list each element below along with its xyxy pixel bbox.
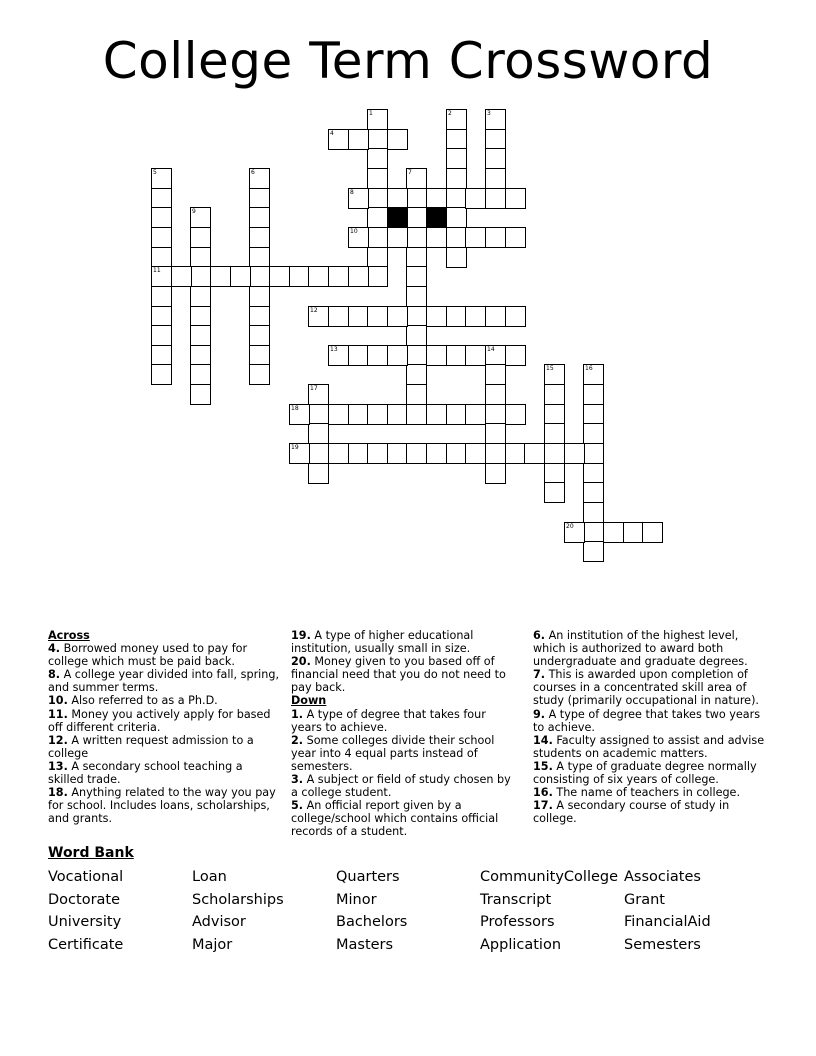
clue-number: 10. (48, 694, 68, 708)
crossword-cell[interactable] (151, 188, 172, 209)
crossword-cell[interactable] (485, 364, 506, 385)
clue-text: Faculty assigned to assist and advise students on academic matters. (533, 733, 765, 760)
clue-text: A type of degree that takes four years to achieve. (291, 707, 486, 734)
crossword-cell[interactable] (151, 227, 172, 248)
word-bank-heading: Word Bank (48, 845, 134, 861)
crossword-cell[interactable] (328, 266, 349, 287)
crossword-cell[interactable] (190, 306, 211, 327)
word-bank-item: Application (480, 936, 562, 953)
clue-text: Also referred to as a Ph.D. (67, 694, 218, 708)
word-bank-item: CommunityCollege (480, 869, 619, 885)
crossword-cell[interactable] (485, 148, 506, 169)
crossword-cell[interactable] (485, 109, 506, 130)
crossword-cell[interactable] (583, 364, 604, 385)
crossword-cell[interactable] (151, 325, 172, 346)
crossword-cell[interactable] (308, 384, 329, 405)
crossword-cell[interactable] (544, 463, 565, 484)
clue-text: Anything related to the way you pay for school. Includes loans, scholarships, and grants. (48, 786, 276, 826)
crossword-cell[interactable] (249, 207, 270, 228)
word-bank-item: Semesters (624, 936, 701, 953)
cell-number: 16 (585, 365, 593, 372)
crossword-cell[interactable] (367, 345, 388, 366)
crossword-cell[interactable] (485, 129, 506, 150)
clue-list-1 (48, 642, 280, 825)
page-title: College Term Crossword (102, 32, 714, 90)
clue-number: 3. (291, 773, 304, 787)
crossword-cell[interactable] (308, 423, 329, 444)
clue-text: The name of teachers in college. (552, 786, 740, 800)
clue (533, 629, 773, 668)
clue (48, 694, 280, 707)
cell-number: 18 (291, 405, 299, 412)
clue (533, 708, 773, 734)
crossword-cell[interactable] (406, 404, 427, 425)
crossword-cell[interactable] (210, 266, 231, 287)
word-bank-column-4 (480, 866, 618, 956)
crossword-cell[interactable] (544, 384, 565, 405)
crossword-cell[interactable] (249, 247, 270, 268)
word-bank-item: Professors (480, 914, 555, 931)
crossword-cell[interactable] (348, 345, 369, 366)
cell-number: 7 (408, 169, 412, 176)
crossword-cell[interactable] (387, 345, 408, 366)
crossword-black-cell (387, 207, 408, 228)
crossword-cell[interactable] (308, 266, 329, 287)
crossword-cell[interactable] (406, 443, 427, 464)
crossword-cell[interactable] (465, 404, 486, 425)
crossword-cell[interactable] (485, 188, 506, 209)
word-bank-item: Associates (624, 869, 701, 885)
cell-number: 15 (546, 365, 554, 372)
crossword-cell[interactable] (387, 188, 408, 209)
crossword-cell[interactable] (485, 306, 506, 327)
crossword-cell[interactable] (465, 227, 486, 248)
crossword-cell[interactable] (446, 306, 467, 327)
crossword-cell[interactable] (406, 364, 427, 385)
cell-number: 9 (192, 208, 196, 215)
crossword-cell[interactable] (367, 306, 388, 327)
crossword-cell[interactable] (151, 364, 172, 385)
word-bank-item: Certificate (48, 936, 124, 953)
crossword-cell[interactable] (249, 345, 270, 366)
cell-number: 12 (310, 307, 318, 314)
crossword-cell[interactable] (446, 129, 467, 150)
cell-number: 3 (487, 110, 491, 117)
clue-list-3 (533, 629, 773, 825)
crossword-cell[interactable] (426, 404, 447, 425)
crossword-cell[interactable] (485, 423, 506, 444)
clue (48, 708, 280, 734)
crossword-cell[interactable] (426, 443, 447, 464)
clue-column-3 (533, 629, 773, 825)
crossword-cell[interactable] (190, 345, 211, 366)
crossword-cell[interactable] (367, 168, 388, 189)
crossword-cell[interactable] (151, 168, 172, 189)
clue-number: 16. (533, 786, 553, 800)
crossword-cell[interactable] (190, 266, 211, 287)
crossword-cell[interactable] (249, 306, 270, 327)
crossword-cell[interactable] (485, 443, 506, 464)
crossword-cell[interactable] (367, 443, 388, 464)
crossword-black-cell (426, 207, 447, 228)
word-bank-column-3 (336, 866, 407, 956)
clue-text: Money you actively apply for based off different criteria. (48, 707, 271, 734)
crossword-cell[interactable] (289, 266, 310, 287)
clue-text: A subject or field of study chosen by a college student. (291, 773, 511, 800)
crossword-cell[interactable] (583, 482, 604, 503)
crossword-cell[interactable] (406, 325, 427, 346)
clue (291, 773, 517, 799)
clue-text: A type of graduate degree normally consisting of six years of college. (533, 759, 757, 787)
clue-text: A secondary course of study in college. (533, 799, 730, 826)
crossword-cell[interactable] (190, 286, 211, 307)
crossword-cell[interactable] (505, 345, 526, 366)
crossword-cell[interactable] (348, 227, 369, 248)
cell-number: 1 (369, 110, 373, 117)
crossword-cell[interactable] (249, 286, 270, 307)
cell-number: 17 (310, 385, 318, 392)
clue-list-2a (291, 629, 517, 694)
clue-text: A type of higher educational institution, usually small in size. (291, 629, 474, 656)
word-bank-item: Transcript (480, 891, 552, 908)
crossword-cell[interactable] (544, 364, 565, 385)
cell-number: 10 (350, 228, 358, 235)
crossword-cell[interactable] (583, 522, 604, 543)
crossword-cell[interactable] (249, 168, 270, 189)
cell-number: 19 (291, 444, 299, 451)
crossword-cell[interactable] (406, 384, 427, 405)
cell-number: 20 (566, 523, 574, 530)
crossword-cell[interactable] (190, 227, 211, 248)
clue-number: 18. (48, 786, 68, 800)
crossword-cell[interactable] (406, 266, 427, 287)
crossword-cell[interactable] (406, 227, 427, 248)
crossword-cell[interactable] (367, 404, 388, 425)
clue (291, 708, 517, 734)
clue-number: 1. (291, 707, 304, 721)
clue-column-1 (48, 629, 280, 825)
crossword-cell[interactable] (485, 404, 506, 425)
crossword-cell[interactable] (328, 443, 349, 464)
crossword-cell[interactable] (505, 443, 526, 464)
clue (48, 668, 280, 694)
crossword-cell[interactable] (328, 404, 349, 425)
crossword-cell[interactable] (583, 423, 604, 444)
clue-list-2b (291, 708, 517, 839)
clue-text: A written request admission to a college (48, 733, 254, 760)
clue (48, 786, 280, 825)
crossword-cell[interactable] (249, 266, 270, 287)
word-bank-column-1 (48, 866, 123, 956)
crossword-cell[interactable] (544, 443, 565, 464)
crossword-cell[interactable] (446, 247, 467, 268)
crossword-cell[interactable] (190, 325, 211, 346)
crossword-cell[interactable] (308, 306, 329, 327)
crossword-cell[interactable] (446, 207, 467, 228)
crossword-cell[interactable] (328, 345, 349, 366)
crossword-cell[interactable] (348, 129, 369, 150)
clue-text: Borrowed money used to pay for college which must be paid back. (48, 642, 248, 669)
crossword-cell[interactable] (348, 188, 369, 209)
crossword-cell[interactable] (190, 207, 211, 228)
crossword-cell[interactable] (151, 207, 172, 228)
crossword-cell[interactable] (348, 404, 369, 425)
clue-number: 11. (48, 707, 68, 721)
crossword-cell[interactable] (308, 404, 329, 425)
crossword-cell[interactable] (426, 227, 447, 248)
word-bank-column-2 (192, 866, 284, 956)
crossword-cell[interactable] (465, 345, 486, 366)
crossword-cell[interactable] (524, 443, 545, 464)
crossword-cell[interactable] (485, 227, 506, 248)
crossword-cell[interactable] (230, 266, 251, 287)
crossword-cell[interactable] (406, 188, 427, 209)
crossword-cell[interactable] (249, 227, 270, 248)
clue (291, 655, 517, 694)
crossword-cell[interactable] (308, 463, 329, 484)
crossword-cell[interactable] (308, 443, 329, 464)
crossword-cell[interactable] (387, 404, 408, 425)
clue-number: 2. (291, 733, 304, 747)
crossword-cell[interactable] (406, 345, 427, 366)
clue-number: 8. (48, 668, 61, 682)
crossword-cell[interactable] (328, 306, 349, 327)
crossword-cell[interactable] (544, 404, 565, 425)
crossword-cell[interactable] (151, 247, 172, 268)
word-bank-item: Major (192, 936, 233, 953)
crossword-cell[interactable] (544, 423, 565, 444)
clue-number: 20. (291, 655, 311, 669)
crossword-cell[interactable] (190, 364, 211, 385)
crossword-cell[interactable] (367, 188, 388, 209)
crossword-cell[interactable] (446, 148, 467, 169)
clue-number: 13. (48, 759, 68, 773)
crossword-cell[interactable] (190, 384, 211, 405)
crossword-cell[interactable] (269, 266, 290, 287)
crossword-cell[interactable] (387, 227, 408, 248)
crossword-cell[interactable] (446, 227, 467, 248)
clue (291, 629, 517, 655)
crossword-cell[interactable] (348, 443, 369, 464)
clue-text: An institution of the highest level, which is authorized to award both undergraduate and graduate degrees. (533, 629, 748, 669)
crossword-cell[interactable] (465, 306, 486, 327)
down-heading: Down (291, 694, 327, 708)
crossword-cell[interactable] (583, 384, 604, 405)
crossword-cell[interactable] (583, 443, 604, 464)
cell-number: 14 (487, 346, 495, 353)
clue-number: 19. (291, 629, 311, 642)
crossword-cell[interactable] (446, 168, 467, 189)
crossword-cell[interactable] (505, 306, 526, 327)
word-bank-item: Quarters (336, 869, 400, 885)
crossword-cell[interactable] (387, 443, 408, 464)
cell-number: 2 (448, 110, 452, 117)
crossword-cell[interactable] (406, 286, 427, 307)
crossword-cell[interactable] (465, 443, 486, 464)
clue-text: A secondary school teaching a skilled trade. (48, 759, 243, 787)
crossword-cell[interactable] (348, 266, 369, 287)
crossword-cell[interactable] (564, 522, 585, 543)
crossword-cell[interactable] (603, 522, 624, 543)
crossword-cell[interactable] (485, 384, 506, 405)
clue-number: 7. (533, 668, 546, 682)
word-bank-item: Scholarships (192, 891, 284, 908)
clue-column-2 (291, 629, 517, 839)
crossword-cell[interactable] (583, 463, 604, 484)
crossword-cell[interactable] (544, 482, 565, 503)
word-bank-item: Minor (336, 891, 377, 908)
crossword-cell[interactable] (151, 266, 172, 287)
crossword-cell[interactable] (249, 364, 270, 385)
clue (291, 734, 517, 773)
clue (48, 734, 280, 760)
crossword-cell[interactable] (642, 522, 663, 543)
crossword-cell[interactable] (465, 188, 486, 209)
word-bank-column-5 (624, 866, 711, 956)
clue (533, 734, 773, 760)
crossword-cell[interactable] (564, 443, 585, 464)
crossword-cell[interactable] (289, 443, 310, 464)
clue-number: 6. (533, 629, 546, 642)
clue (533, 668, 773, 707)
cell-number: 11 (153, 267, 161, 274)
word-bank-item: Vocational (48, 869, 124, 885)
clue-number: 4. (48, 642, 61, 656)
crossword-cell[interactable] (426, 188, 447, 209)
clue-text: Money given to you based off of financial need that you do not need to pay back. (291, 655, 506, 695)
word-bank-item: Loan (192, 869, 227, 885)
word-bank-item: Bachelors (336, 914, 408, 931)
word-bank-item: University (48, 914, 122, 931)
crossword-cell[interactable] (367, 266, 388, 287)
clue-text: A type of degree that takes two years to achieve. (533, 707, 761, 734)
clue (533, 799, 773, 825)
crossword-cell[interactable] (151, 345, 172, 366)
crossword-cell[interactable] (583, 541, 604, 562)
crossword-cell[interactable] (446, 404, 467, 425)
crossword-cell[interactable] (387, 306, 408, 327)
word-bank-item: Advisor (192, 914, 246, 931)
crossword-cell[interactable] (583, 404, 604, 425)
crossword-cell[interactable] (623, 522, 644, 543)
crossword-cell[interactable] (151, 286, 172, 307)
word-bank-item: FinancialAid (624, 914, 711, 931)
cell-number: 13 (330, 346, 338, 353)
clue-text: This is awarded upon completion of courses in a concentrated skill area of study (primarily occupational in nature). (533, 668, 759, 708)
cell-number: 6 (251, 169, 255, 176)
crossword-cell[interactable] (190, 247, 211, 268)
across-heading: Across (48, 629, 90, 642)
crossword-cell[interactable] (387, 129, 408, 150)
crossword-cell[interactable] (249, 325, 270, 346)
crossword-cell[interactable] (426, 345, 447, 366)
crossword-cell[interactable] (406, 306, 427, 327)
crossword-cell[interactable] (485, 168, 506, 189)
crossword-cell[interactable] (446, 188, 467, 209)
clue (48, 642, 280, 668)
crossword-cell[interactable] (505, 227, 526, 248)
clue (48, 760, 280, 786)
word-bank-item: Masters (336, 936, 394, 953)
clue-number: 15. (533, 759, 553, 773)
crossword-cell[interactable] (485, 345, 506, 366)
crossword-cell[interactable] (406, 168, 427, 189)
clue-number: 9. (533, 707, 546, 721)
crossword-cell[interactable] (249, 188, 270, 209)
crossword-cell[interactable] (583, 502, 604, 523)
clue-number: 12. (48, 733, 68, 747)
clue-number: 17. (533, 799, 553, 813)
clue-number: 14. (533, 733, 553, 747)
crossword-cell[interactable] (328, 129, 349, 150)
clue (533, 760, 773, 786)
clue-text: Some colleges divide their school year into 4 equal parts instead of semesters. (291, 733, 495, 773)
cell-number: 8 (350, 189, 354, 196)
crossword-cell[interactable] (367, 207, 388, 228)
clue-text: A college year divided into fall, spring, and summer terms. (48, 668, 280, 695)
clue-text: An official report given by a college/school which contains official records of a student. (291, 799, 499, 839)
crossword-cell[interactable] (367, 148, 388, 169)
crossword-cell[interactable] (505, 188, 526, 209)
crossword-cell[interactable] (171, 266, 192, 287)
clue-number: 5. (291, 799, 304, 813)
crossword-cell[interactable] (367, 129, 388, 150)
crossword-cell[interactable] (289, 404, 310, 425)
crossword-cell[interactable] (485, 463, 506, 484)
crossword-cell[interactable] (367, 227, 388, 248)
crossword-cell[interactable] (505, 404, 526, 425)
crossword-cell[interactable] (446, 443, 467, 464)
cell-number: 4 (330, 130, 334, 137)
crossword-cell[interactable] (151, 306, 172, 327)
crossword-cell[interactable] (406, 207, 427, 228)
word-bank-item: Doctorate (48, 891, 121, 908)
cell-number: 5 (153, 169, 157, 176)
crossword-cell[interactable] (426, 306, 447, 327)
word-bank-item: Grant (624, 891, 665, 908)
crossword-cell[interactable] (348, 306, 369, 327)
crossword-cell[interactable] (367, 109, 388, 130)
crossword-cell[interactable] (367, 247, 388, 268)
crossword-cell[interactable] (446, 345, 467, 366)
crossword-cell[interactable] (406, 247, 427, 268)
clue (533, 786, 773, 799)
crossword-cell[interactable] (446, 109, 467, 130)
clue (291, 799, 517, 838)
